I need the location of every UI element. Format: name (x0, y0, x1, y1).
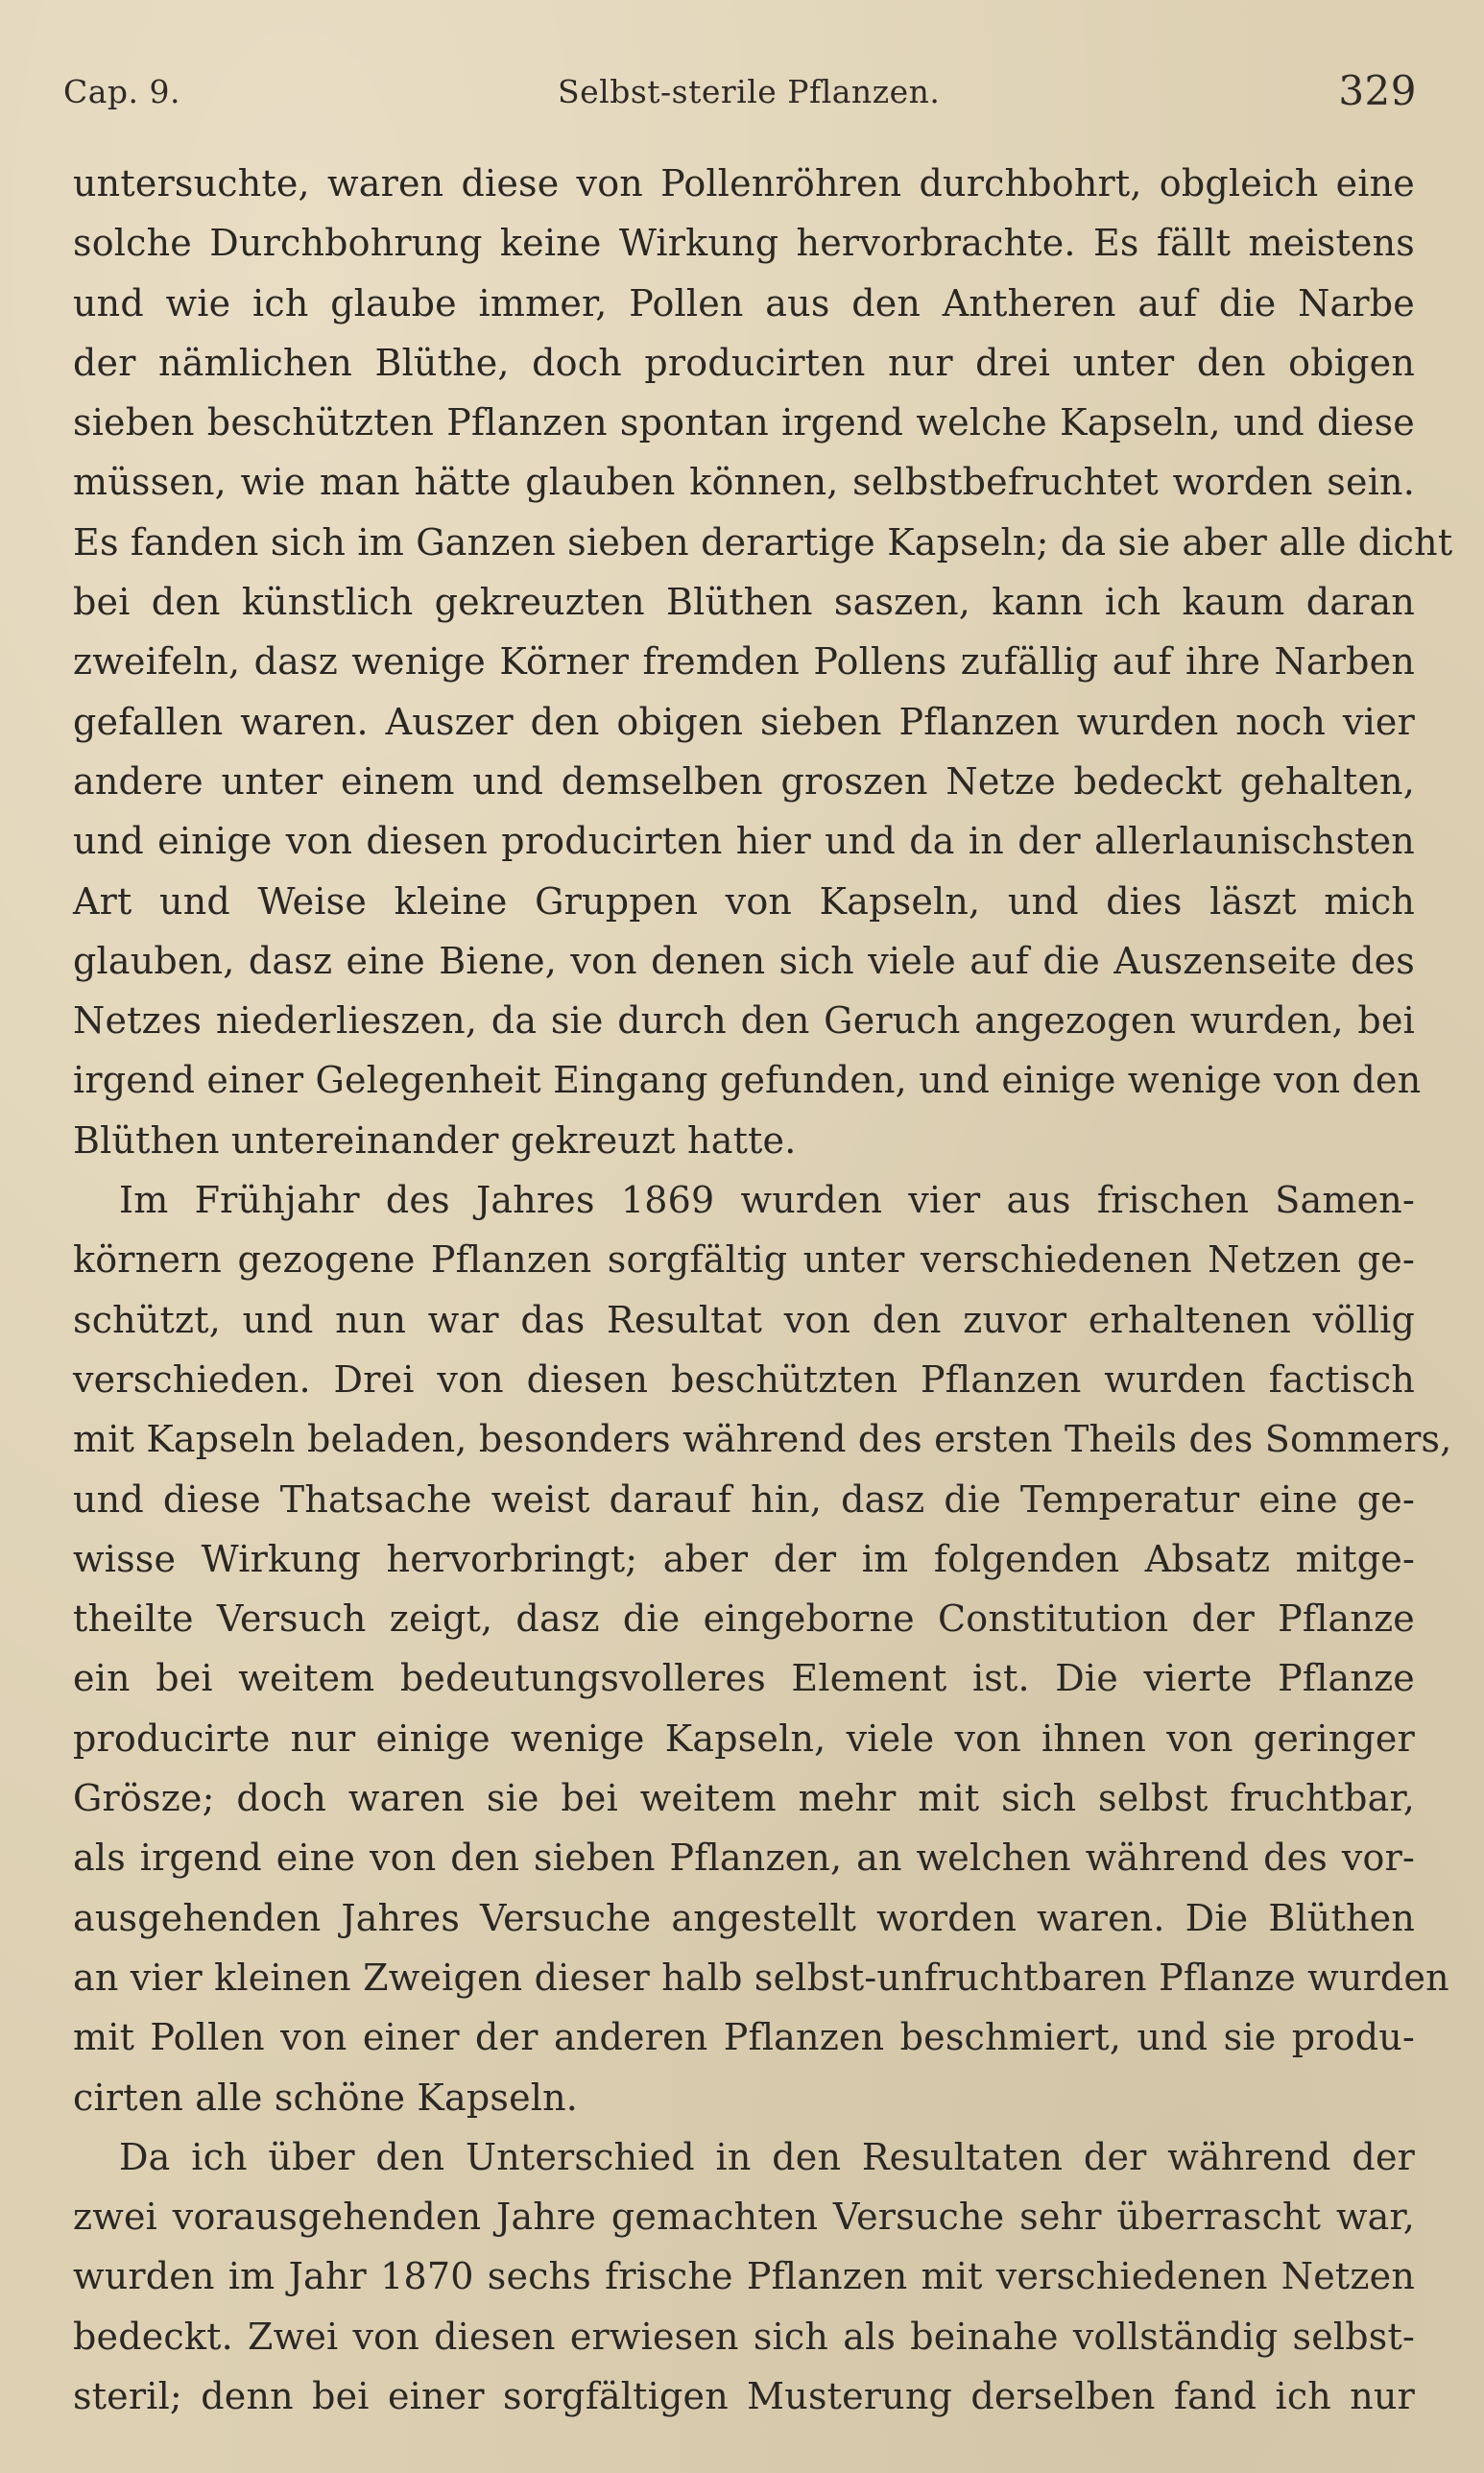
text-line: mit Kapseln beladen, besonders während des ersten Theils des Sommers, (73, 1418, 1452, 1461)
running-head (63, 67, 1417, 125)
text-line: steril; denn bei einer sorgfältigen Musterung derselben fand ich nur (73, 2374, 1415, 2417)
running-title: Selbst-sterile Pflanzen. (558, 73, 941, 110)
paragraph-end-line: Blüthen untereinander gekreuzt hatte. (73, 1118, 797, 1162)
text-line: Netzes niederlieszen, da sie durch den Geruch angezogen wurden, bei (73, 999, 1415, 1043)
text-line: producirte nur einige wenige Kapseln, viele von ihnen von geringer (73, 1717, 1415, 1760)
text-line: Es fanden sich im Ganzen sieben derartige Kapseln; da sie aber alle dicht (73, 520, 1453, 564)
text-line: theilte Versuch zeigt, dasz die eingeborne Constitution der Pflanze (73, 1597, 1415, 1641)
text-line: und wie ich glaube immer, Pollen aus den Antheren auf die Narbe (73, 281, 1415, 324)
paragraph-start-line: Im Frühjahr des Jahres 1869 wurden vier aus frischen Samen- (119, 1179, 1415, 1222)
text-line: sieben beschützten Pflanzen spontan irgend welche Kapseln, und diese (73, 401, 1415, 444)
text-line: Art und Weise kleine Gruppen von Kapseln, und dies läszt mich (73, 879, 1415, 923)
text-line: untersuchte, waren diese von Pollenröhren durchbohrt, obgleich eine (73, 162, 1415, 204)
chapter-label: Cap. 9. (63, 73, 181, 110)
text-line: an vier kleinen Zweigen dieser halb selbst-unfruchtbaren Pflanze wurden (73, 1956, 1449, 1999)
text-line: Grösze; doch waren sie bei weitem mehr mit sich selbst fruchtbar, (73, 1777, 1415, 1820)
body-text (73, 154, 1453, 2426)
text-line: bei den künstlich gekreuzten Blüthen saszen, kann ich kaum daran (73, 581, 1415, 624)
text-line: zweifeln, dasz wenige Körner fremden Pollens zufällig auf ihre Narben (73, 640, 1415, 684)
text-line: und diese Thatsache weist darauf hin, dasz die Temperatur eine ge- (73, 1477, 1415, 1521)
text-line: glauben, dasz eine Biene, von denen sich viele auf die Auszenseite des (73, 939, 1415, 982)
paragraph-start-line: Da ich über den Unterschied in den Resultaten der während der (119, 2135, 1415, 2178)
text-line: der nämlichen Blüthe, doch producirten nur drei unter den obigen (73, 341, 1415, 384)
text-line: müssen, wie man hätte glauben können, selbstbefruchtet worden sein. (73, 461, 1415, 504)
text-line: mit Pollen von einer der anderen Pflanzen beschmiert, und sie produ- (73, 2016, 1415, 2059)
text-line: andere unter einem und demselben groszen Netze bedeckt gehalten, (73, 759, 1415, 803)
page-number: 329 (1338, 67, 1417, 114)
text-line: körnern gezogene Pflanzen sorgfältig unter verschiedenen Netzen ge- (73, 1238, 1415, 1282)
text-line: zwei vorausgehenden Jahre gemachten Versuche sehr überrascht war, (73, 2196, 1415, 2239)
text-line: verschieden. Drei von diesen beschützten Pflanzen wurden factisch (73, 1357, 1415, 1401)
text-line: und einige von diesen producirten hier und da in der allerlaunischsten (73, 820, 1415, 863)
text-line: gefallen waren. Auszer den obigen sieben Pflanzen wurden noch vier (73, 700, 1415, 743)
text-line: wisse Wirkung hervorbringt; aber der im folgenden Absatz mitge- (73, 1537, 1415, 1580)
text-line: solche Durchbohrung keine Wirkung hervorbrachte. Es fällt meistens (73, 222, 1415, 265)
text-line: ausgehenden Jahres Versuche angestellt worden waren. Die Blüthen (73, 1896, 1415, 1939)
text-line: wurden im Jahr 1870 sechs frische Pflanzen mit verschiedenen Netzen (73, 2255, 1415, 2298)
text-line: bedeckt. Zwei von diesen erwiesen sich als beinahe vollständig selbst- (73, 2315, 1415, 2358)
text-line: irgend einer Gelegenheit Eingang gefunden, und einige wenige von den (73, 1059, 1422, 1102)
text-line: ein bei weitem bedeutungsvolleres Element ist. Die vierte Pflanze (73, 1657, 1415, 1700)
paragraph-end-line: cirten alle schöne Kapseln. (73, 2076, 579, 2119)
text-line: schützt, und nun war das Resultat von den zuvor erhaltenen völlig (73, 1298, 1415, 1341)
text-line: als irgend eine von den sieben Pflanzen, an welchen während des vor- (73, 1837, 1415, 1880)
